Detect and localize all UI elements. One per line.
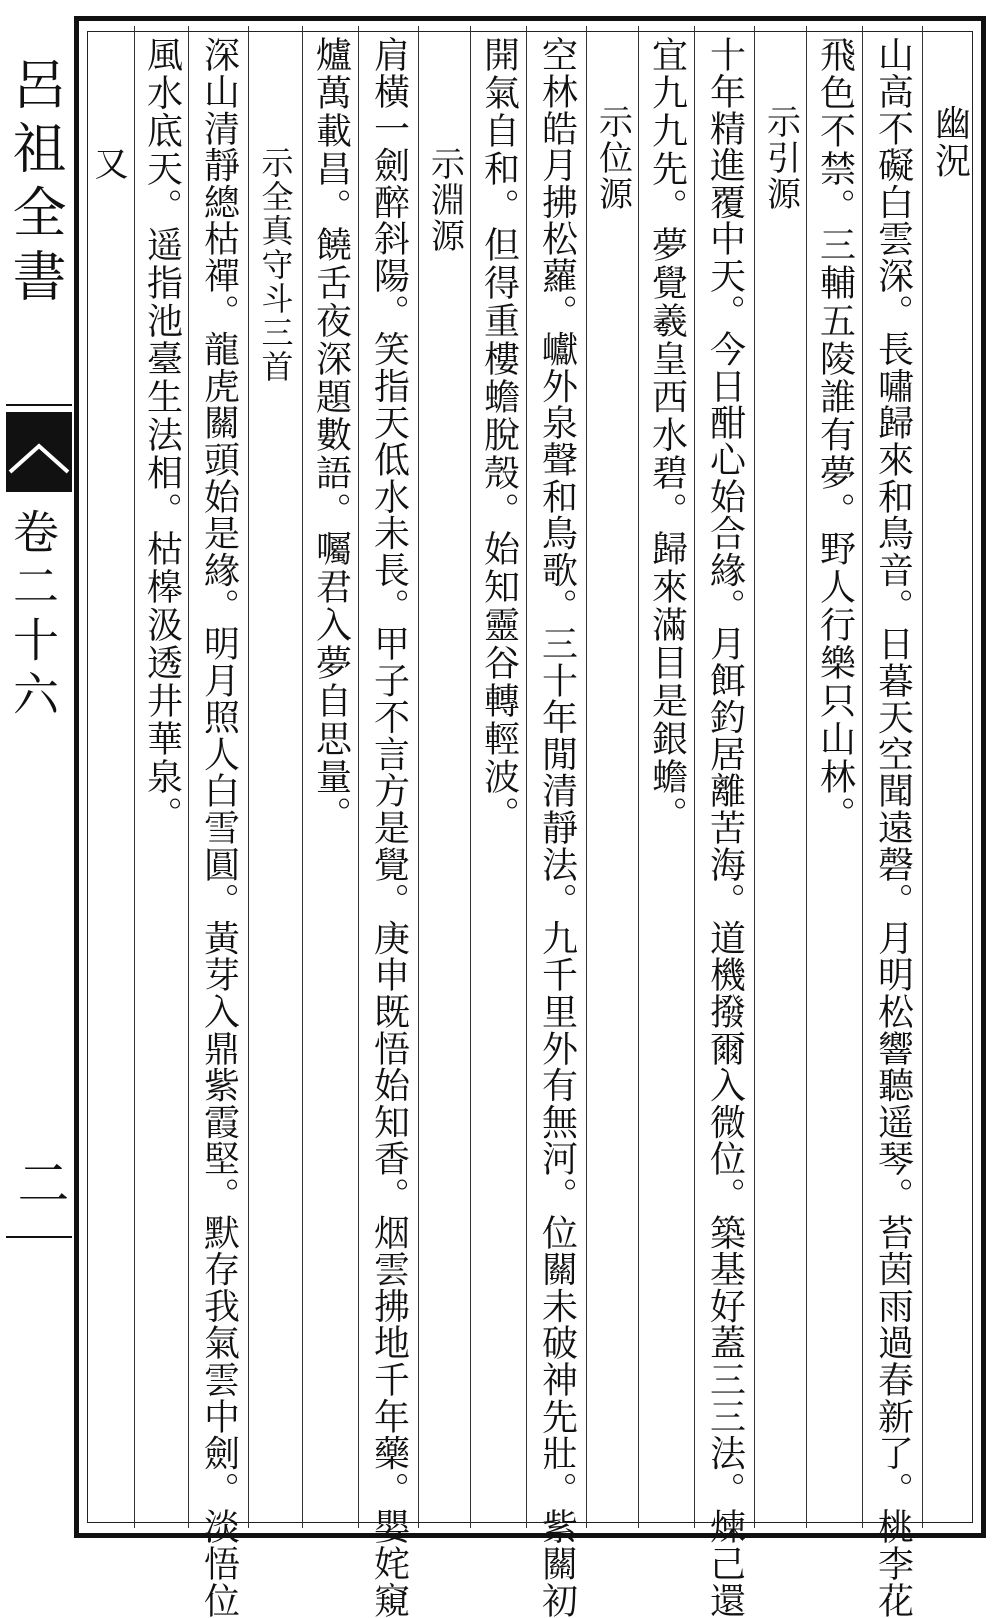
margin-rule-bottom <box>6 1236 72 1238</box>
poem-title: 幽況 <box>929 104 971 180</box>
fishtail-chevron-icon <box>6 412 72 492</box>
text-column-1 <box>922 26 976 1528</box>
poem-title: 又 <box>88 146 128 182</box>
text-column-13 <box>248 26 302 1528</box>
text-column-8 <box>526 26 586 1618</box>
text-column-7 <box>586 26 638 1528</box>
text-column-5 <box>694 26 754 1618</box>
poem-line: 爐萬載昌。饒舌夜深題數語。囑君入夢自思量。 <box>310 36 352 834</box>
fishtail-block <box>6 412 72 492</box>
poem-line: 開氣自和。但得重樓蟾脫殼。始知靈谷轉輕波。 <box>478 36 520 834</box>
poem-line: 山高不礙白雲深。長嘯歸來和鳥音。日暮天空聞遠磬。月明松響聽遥琴。苔茵雨過春新了。桃李花 <box>872 36 914 1618</box>
text-column-9 <box>470 26 526 1528</box>
text-column-14 <box>188 26 248 1618</box>
poem-title: 示全真守斗三首 <box>256 146 295 384</box>
poem-line: 飛色不禁。三輔五陵誰有夢。野人行樂只山林。 <box>814 36 856 834</box>
poem-title: 示位源 <box>592 104 633 212</box>
poem-line: 十年精進覆中天。今日酣心始合緣。月餌釣居離苦海。道機撥爾入微位。築基好蓋三三法。煉己還 <box>704 36 746 1618</box>
text-column-4 <box>754 26 806 1528</box>
text-column-15 <box>134 26 188 1528</box>
poem-line: 肩橫一劍醉斜陽。笑指天低水未長。甲子不言方是覺。庚申既悟始知香。烟雲拂地千年藥。嬰姹窺 <box>368 36 410 1618</box>
poem-line: 風水底天。遥指池臺生法相。枯槔汲透井華泉。 <box>141 36 183 834</box>
text-column-6 <box>638 26 694 1528</box>
text-column-3 <box>806 26 862 1528</box>
text-column-2 <box>862 26 922 1618</box>
text-columns <box>82 26 976 1618</box>
margin-strip <box>0 16 74 1538</box>
poem-title: 示淵源 <box>424 146 465 254</box>
page-number: 二 <box>8 1156 68 1208</box>
poem-title: 示引源 <box>760 104 801 212</box>
book-title: 呂祖全書 <box>4 56 67 312</box>
poem-line: 空林皓月拂松蘿。巘外泉聲和鳥歌。三十年閒清靜法。九千里外有無河。位關未破神先壯。紫關初 <box>536 36 578 1618</box>
text-column-11 <box>358 26 418 1618</box>
text-column-10 <box>418 26 470 1528</box>
text-column-16 <box>82 26 134 1528</box>
text-column-12 <box>302 26 358 1528</box>
margin-rule-top <box>6 404 72 406</box>
poem-line: 宜九九先。夢覺羲皇西水碧。歸來滿目是銀蟾。 <box>646 36 688 834</box>
volume-label: 卷二十六 <box>6 508 60 724</box>
poem-line: 深山清靜總枯禪。龍虎關頭始是緣。明月照人白雪圓。黃芽入鼎紫霞堅。默存我氣雲中劍。淡悟位 <box>198 36 240 1618</box>
